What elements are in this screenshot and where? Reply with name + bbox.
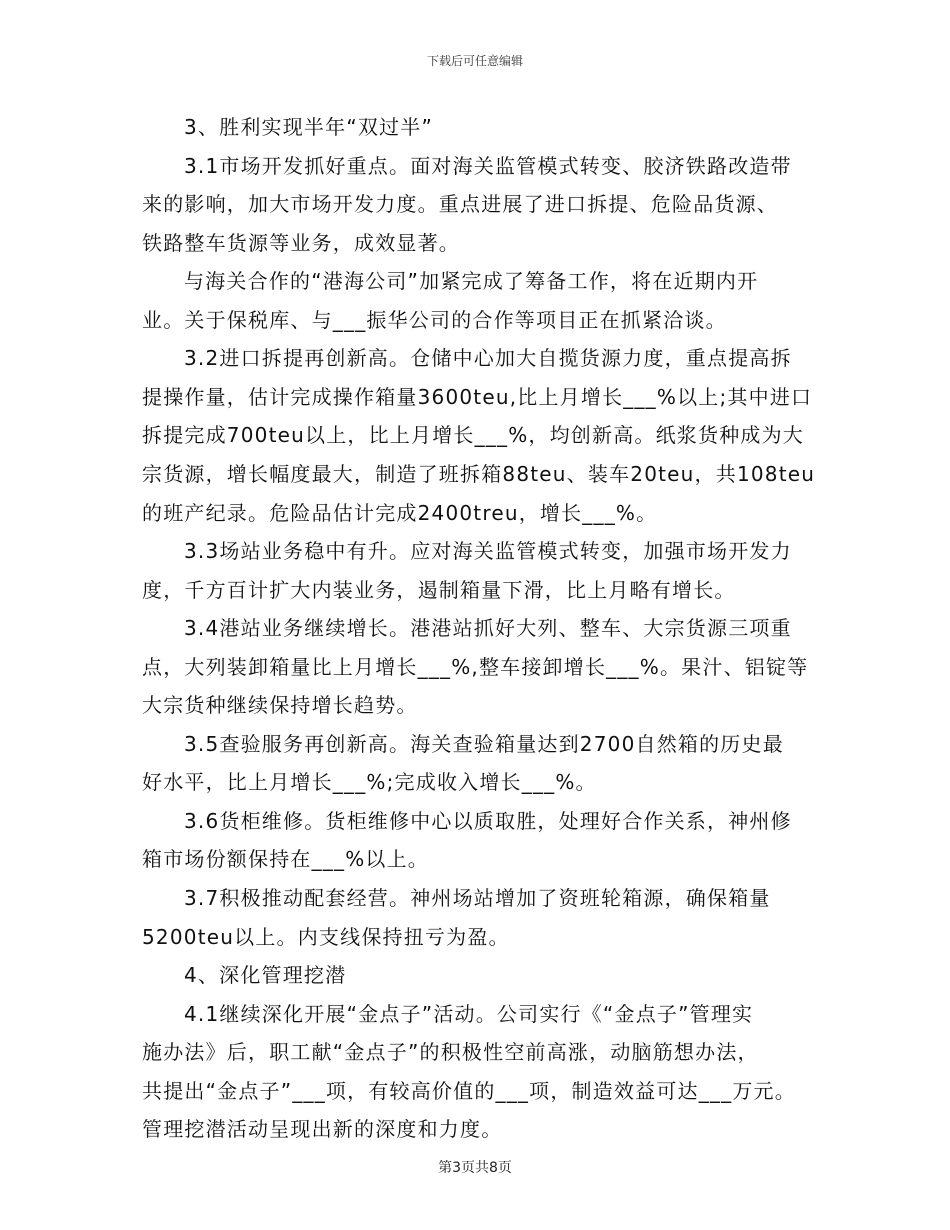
text-line: 3.2进口拆提再创新高。仓储中心加大自揽货源力度，重点提高拆 (184, 346, 792, 370)
text-line: 4.1继续深化开展“金点子”活动。公司实行《“金点子”管理实 (184, 1002, 754, 1026)
text-line: 业。关于保税库、与___振华公司的合作等项目正在抓紧洽谈。 (142, 308, 727, 332)
text-line: 点，大列装卸箱量比上月增长___%,整车接卸增长___%。果汁、铝锭等 (142, 655, 809, 679)
text-line: 度，千方百计扩大内装业务，遏制箱量下滑，比上月略有增长。 (142, 578, 736, 602)
text-line: 3.1市场开发抓好重点。面对海关监管模式转变、胶济铁路改造带 (184, 154, 792, 178)
text-line: 的班产纪录。危险品估计完成2400treu，增长___%。 (142, 501, 658, 525)
text-line: 管理挖潜活动呈现出新的深度和力度。 (142, 1117, 503, 1141)
text-line: 3.4港站业务继续增长。港港站抓好大列、整车、大宗货源三项重 (184, 616, 792, 640)
text-line: 来的影响，加大市场开发力度。重点进展了进口拆提、危险品货源、 (142, 192, 778, 216)
text-line: 提操作量，估计完成操作箱量3600teu,比上月增长___%以上;其中进口 (142, 385, 813, 409)
text-line: 施办法》后，职工献“金点子”的积极性空前高涨，动脑筋想办法， (142, 1040, 759, 1064)
text-line: 4、深化管理挖潜 (184, 963, 347, 987)
text-line: 拆提完成700teu以上，比上月增长___%，均创新高。纸浆货种成为大 (142, 423, 804, 447)
text-line: 箱市场份额保持在___%以上。 (142, 847, 430, 871)
page-number: 第3页共8页 (438, 1160, 512, 1176)
text-line: 5200teu以上。内支线保持扭亏为盈。 (142, 925, 510, 949)
text-line: 好水平，比上月增长___%;完成收入增长___%。 (142, 770, 597, 794)
text-line: 铁路整车货源等业务，成效显著。 (142, 231, 460, 255)
text-line: 3.3场站业务稳中有升。应对海关监管模式转变，加强市场开发力 (184, 539, 792, 563)
text-line: 共提出“金点子”___项，有较高价值的___项，制造效益可达___万元。 (142, 1079, 796, 1103)
text-line: 3.5查验服务再创新高。海关查验箱量达到2700自然箱的历史最 (184, 732, 784, 756)
text-line: 3、胜利实现半年“双过半” (184, 115, 434, 139)
text-line: 宗货源，增长幅度最大，制造了班拆箱88teu、装车20teu，共108teu (142, 462, 816, 486)
text-line: 3.6货柜维修。货柜维修中心以质取胜，处理好合作关系，神州修 (184, 809, 792, 833)
text-line: 与海关合作的“港海公司”加紧完成了筹备工作，将在近期内开 (184, 269, 759, 293)
text-line: 3.7积极推动配套经营。神州场站增加了资班轮箱源，确保箱量 (184, 886, 771, 910)
text-line: 大宗货种继续保持增长趋势。 (142, 693, 418, 717)
page-header-note: 下载后可任意编辑 (426, 54, 523, 68)
